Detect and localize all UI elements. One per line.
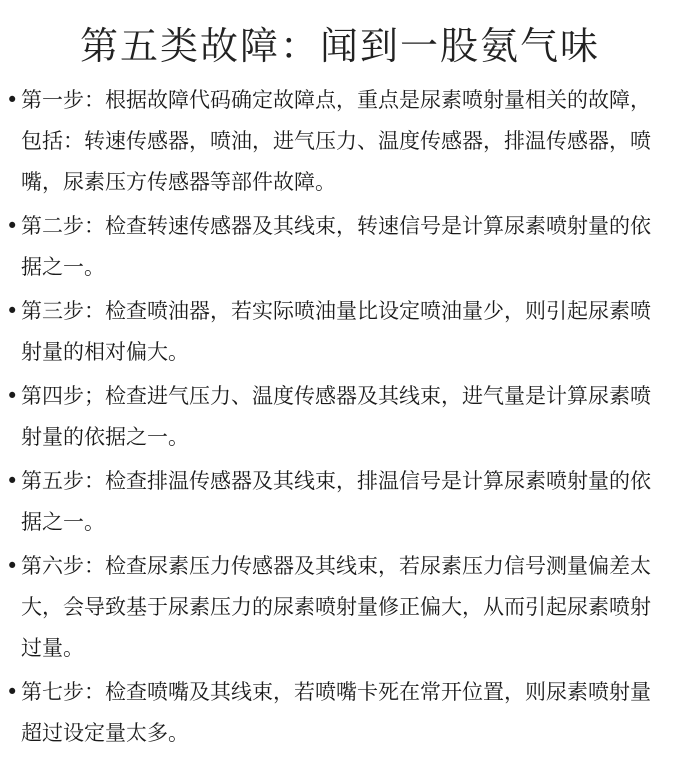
step-text: 第三步：检查喷油器，若实际喷油量比设定喷油量少，则引起尿素喷射量的相对偏大。 bbox=[21, 299, 651, 364]
bullet-icon: • bbox=[6, 469, 19, 493]
step-item-1 bbox=[0, 80, 680, 203]
step-text: 第二步：检查转速传感器及其线束，转速信号是计算尿素喷射量的依据之一。 bbox=[21, 214, 651, 279]
step-item-6 bbox=[0, 546, 680, 669]
bullet-icon: • bbox=[6, 299, 19, 323]
bullet-icon: • bbox=[6, 554, 19, 578]
bullet-icon: • bbox=[6, 384, 19, 408]
step-item-2 bbox=[0, 206, 680, 288]
step-text: 第四步；检查进气压力、温度传感器及其线束，进气量是计算尿素喷射量的依据之一。 bbox=[21, 384, 651, 449]
step-item-7 bbox=[0, 672, 680, 754]
page-title: 第五类故障：闻到一股氨气味 bbox=[79, 24, 600, 68]
step-text: 第七步：检查喷嘴及其线束，若喷嘴卡死在常开位置，则尿素喷射量超过设定量太多。 bbox=[21, 680, 651, 745]
bullet-icon: • bbox=[6, 680, 19, 704]
bullet-icon: • bbox=[6, 88, 19, 112]
step-text: 第一步：根据故障代码确定故障点，重点是尿素喷射量相关的故障，包括：转速传感器，喷油，进气压力、温度传感器，排温传感器，喷嘴，尿素压方传感器等部件故障。 bbox=[21, 88, 651, 194]
step-item-3 bbox=[0, 291, 680, 373]
bullet-icon: • bbox=[6, 214, 19, 238]
step-text: 第六步：检查尿素压力传感器及其线束，若尿素压力信号测量偏差太大，会导致基于尿素压力的尿素喷射量修正偏大，从而引起尿素喷射过量。 bbox=[21, 554, 651, 660]
step-item-4 bbox=[0, 376, 680, 458]
step-text: 第五步：检查排温传感器及其线束，排温信号是计算尿素喷射量的依据之一。 bbox=[21, 469, 651, 534]
step-item-5 bbox=[0, 461, 680, 543]
step-list bbox=[0, 80, 680, 757]
